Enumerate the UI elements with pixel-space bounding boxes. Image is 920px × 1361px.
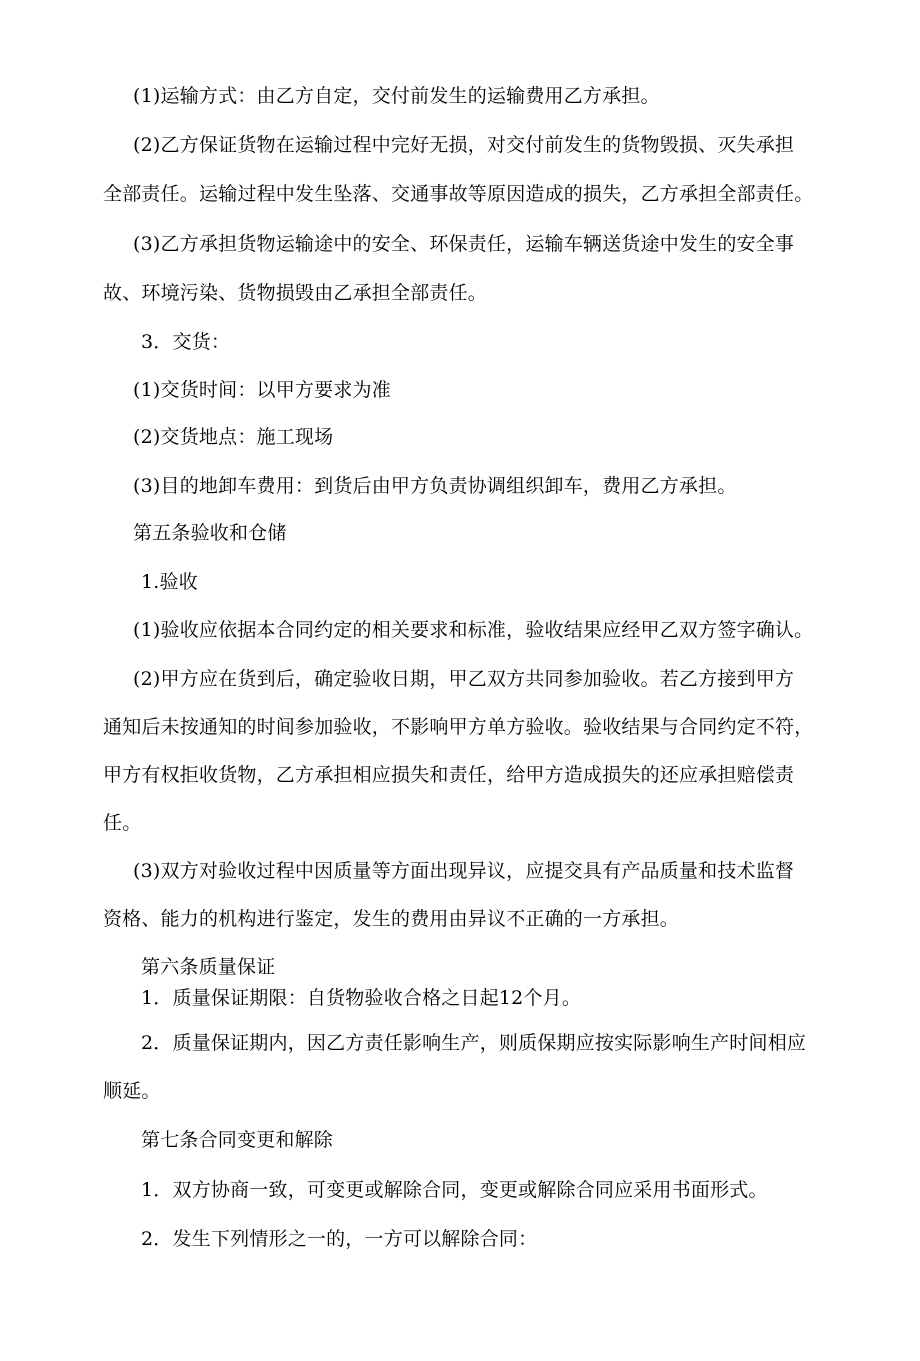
- text-line-5: 故、环境污染、货物损毁由乙承担全部责任。: [103, 282, 488, 304]
- text-line-20: 1．质量保证期限：自货物验收合格之日起12个月。: [141, 987, 582, 1009]
- text-line-15: 甲方有权拒收货物，乙方承担相应损失和责任，给甲方造成损失的还应承担赔偿责: [103, 764, 795, 786]
- text-line-11: 1.验收: [141, 571, 198, 593]
- text-line-6: 3．交货：: [141, 331, 231, 353]
- text-line-18: 资格、能力的机构进行鉴定，发生的费用由异议不正确的一方承担。: [103, 908, 680, 930]
- text-line-4: (3)乙方承担货物运输途中的安全、环保责任，运输车辆送货途中发生的安全事: [133, 233, 795, 255]
- text-line-8: (2)交货地点：施工现场: [133, 426, 334, 448]
- text-line-10: 第五条验收和仓储: [133, 522, 287, 544]
- text-line-21: 2．质量保证期内，因乙方责任影响生产，则质保期应按实际影响生产时间相应: [141, 1032, 807, 1054]
- text-line-16: 任。: [103, 812, 142, 834]
- text-line-19: 第六条质量保证: [141, 956, 276, 978]
- text-line-13: (2)甲方应在货到后，确定验收日期，甲乙双方共同参加验收。若乙方接到甲方: [133, 668, 795, 690]
- text-line-7: (1)交货时间：以甲方要求为准: [133, 379, 391, 401]
- text-line-3: 全部责任。运输过程中发生坠落、交通事故等原因造成的损失，乙方承担全部责任。: [103, 183, 814, 205]
- text-line-17: (3)双方对验收过程中因质量等方面出现异议，应提交具有产品质量和技术监督: [133, 860, 795, 882]
- text-line-22: 顺延。: [103, 1080, 161, 1102]
- text-line-14: 通知后未按通知的时间参加验收，不影响甲方单方验收。验收结果与合同约定不符，: [103, 716, 814, 738]
- text-line-12: (1)验收应依据本合同约定的相关要求和标准，验收结果应经甲乙双方签字确认。: [133, 619, 814, 641]
- text-line-2: (2)乙方保证货物在运输过程中完好无损，对交付前发生的货物毁损、灭失承担: [133, 134, 795, 156]
- text-line-25: 2．发生下列情形之一的，一方可以解除合同：: [141, 1228, 538, 1250]
- text-line-9: (3)目的地卸车费用：到货后由甲方负责协调组织卸车，费用乙方承担。: [133, 475, 737, 497]
- text-line-24: 1．双方协商一致，可变更或解除合同，变更或解除合同应采用书面形式。: [141, 1179, 768, 1201]
- text-line-1: (1)运输方式：由乙方自定，交付前发生的运输费用乙方承担。: [133, 85, 660, 107]
- text-line-23: 第七条合同变更和解除: [141, 1129, 334, 1151]
